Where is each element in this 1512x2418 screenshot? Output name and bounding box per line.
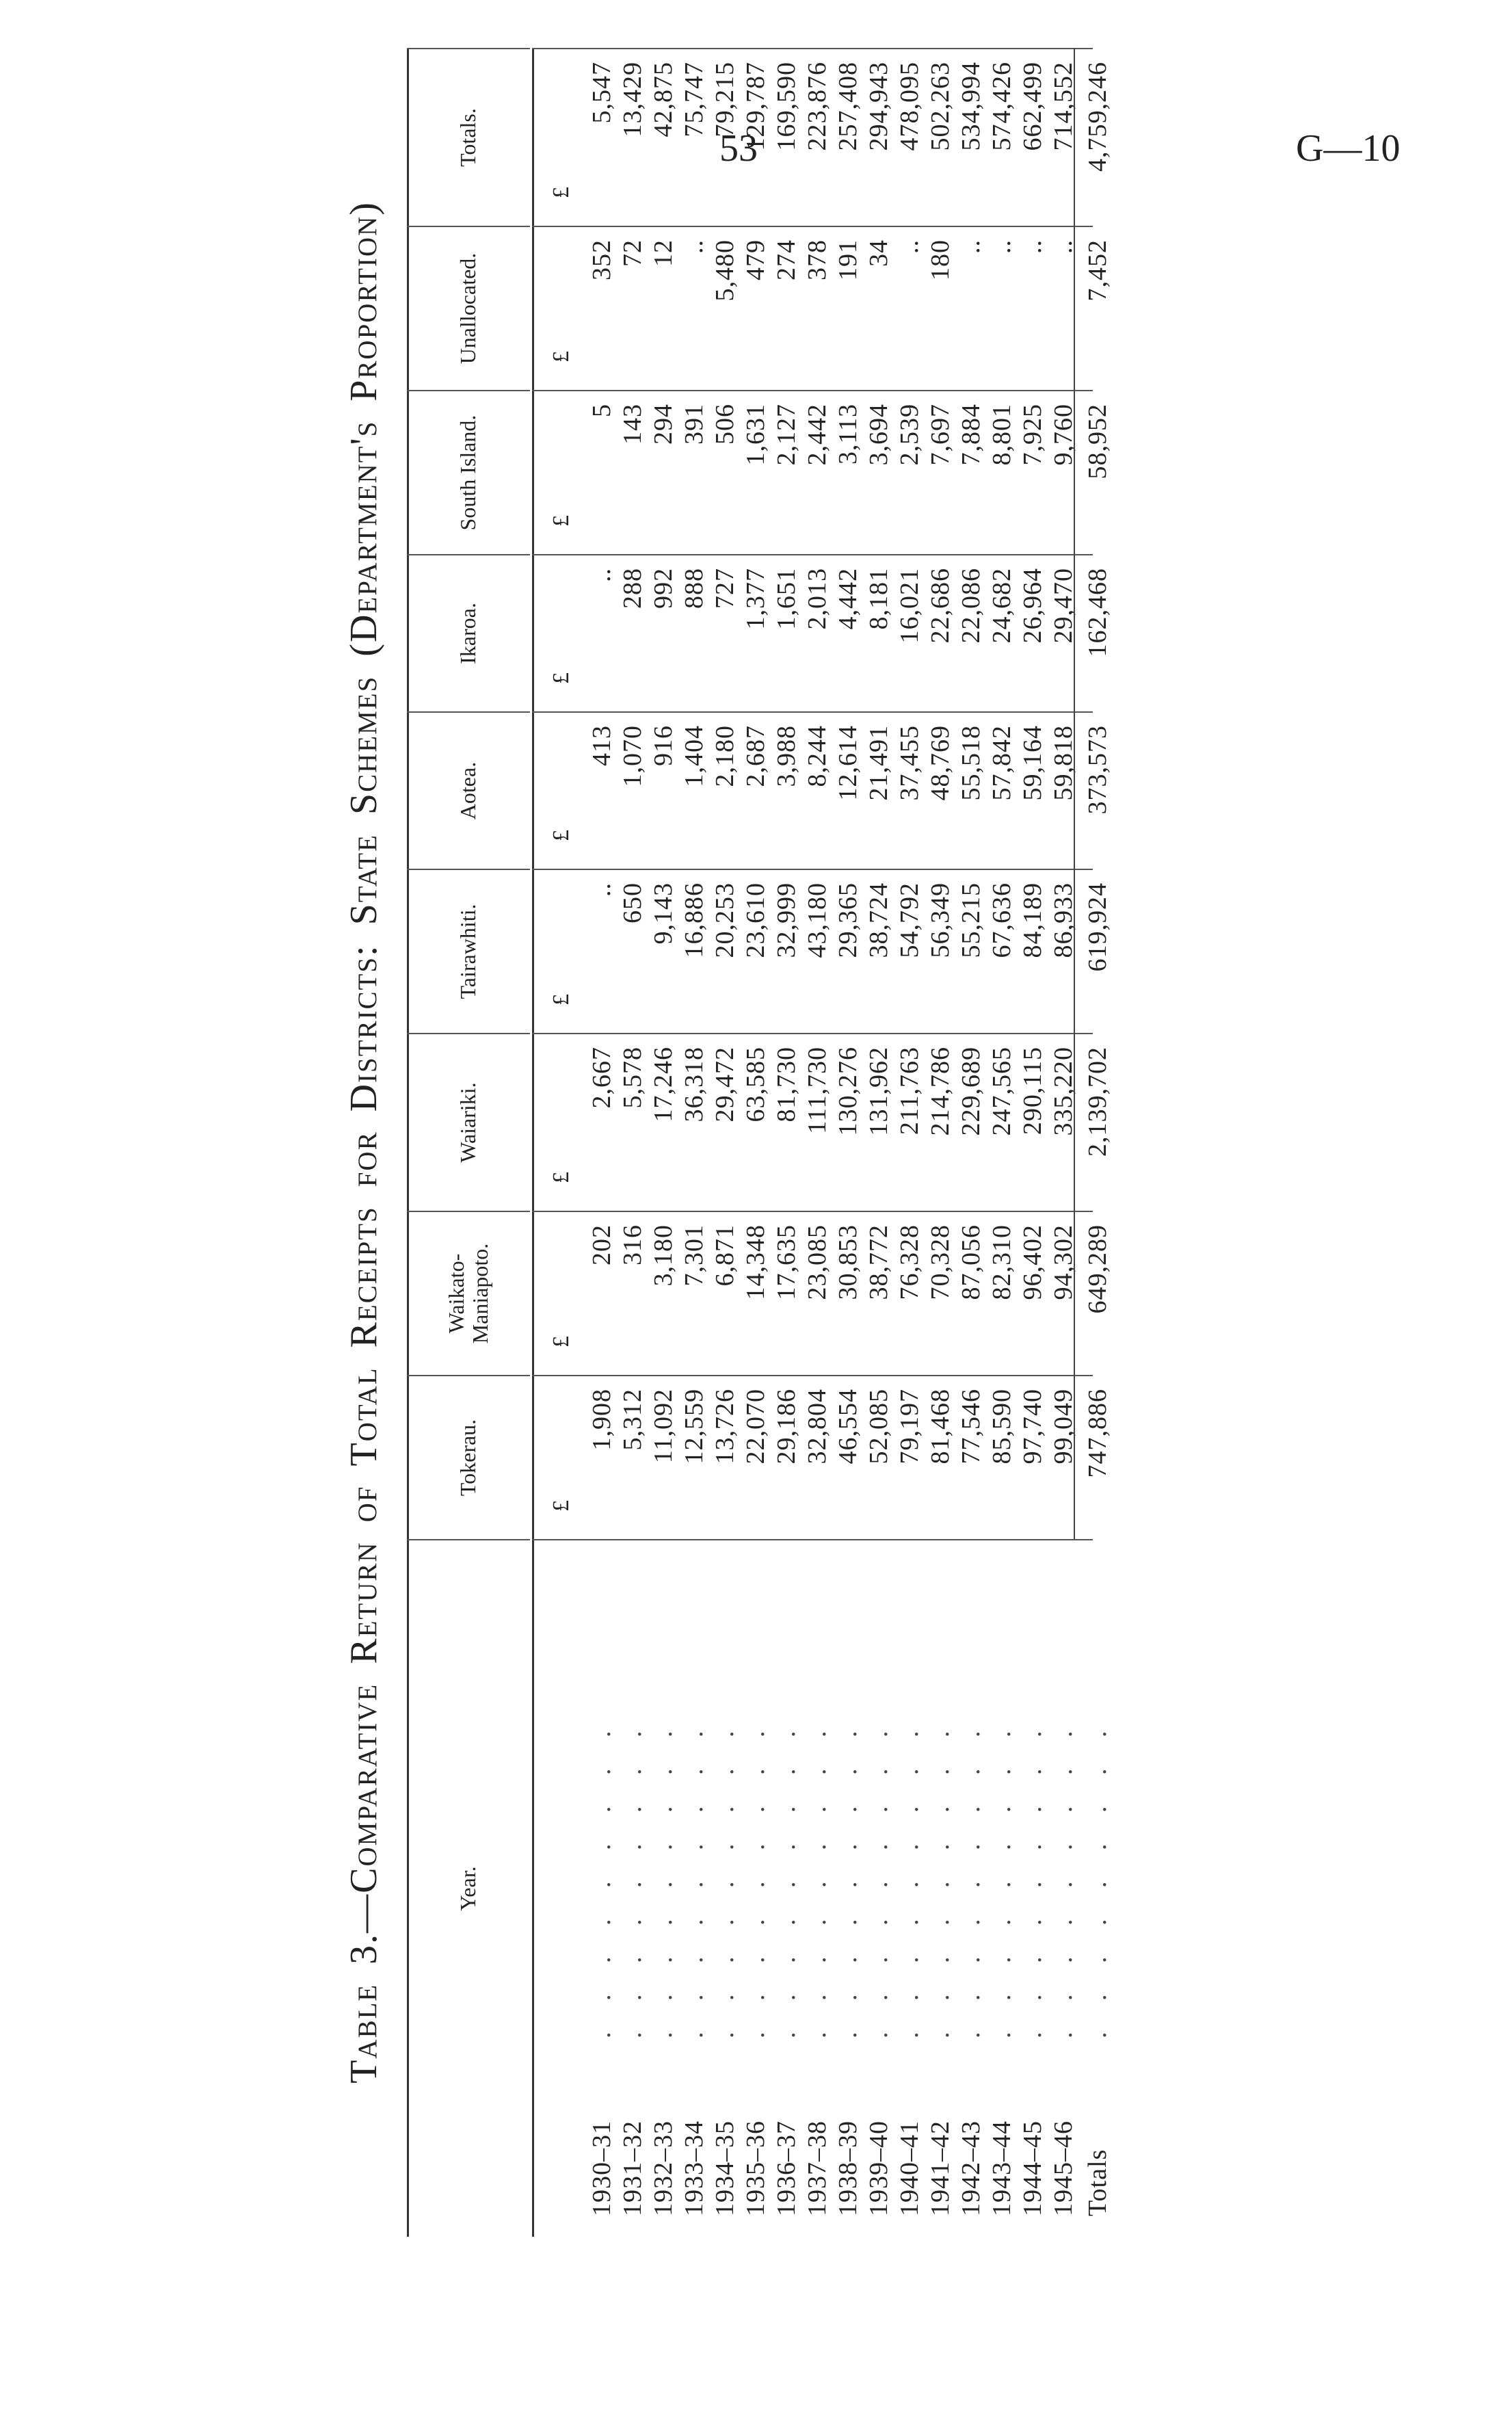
value-cell: 290,115 [1018,1047,1047,1135]
value-cell: 223,876 [803,62,832,151]
total-cell: 162,468 [1083,568,1112,657]
value-cell: 59,164 [1018,725,1047,801]
value-cell: 82,310 [987,1224,1016,1300]
value-cell: 3,694 [864,404,893,466]
total-cell: 747,886 [1083,1389,1112,1478]
page-number: 53 [719,127,758,170]
year-cell: 1939–40 [864,2120,893,2216]
value-cell: 12,559 [680,1389,708,1464]
currency-symbol: £ [548,514,574,527]
value-cell: 23,610 [741,882,770,958]
value-cell: 67,636 [987,882,1016,958]
value-cell: 229,689 [957,1047,985,1136]
value-cell: 2,539 [895,404,924,466]
value-cell: 17,246 [649,1047,678,1122]
value-cell: 38,772 [864,1224,893,1300]
value-cell: 534,994 [957,62,985,151]
value-cell: 24,682 [987,568,1016,644]
value-cell: .. [587,568,616,582]
document-reference: G—10 [1296,127,1401,170]
value-cell: 32,804 [803,1389,832,1464]
value-cell: 169,590 [772,62,801,151]
table-title [342,48,403,2237]
year-cell: 1935–36 [741,2120,770,2216]
leader-dots: . . . . . . . . . [741,1718,770,2038]
value-cell: 7,301 [680,1224,708,1287]
currency-symbol: £ [548,186,574,198]
value-cell: 38,724 [864,882,893,958]
value-cell: 257,408 [834,62,862,151]
value-cell: 352 [587,239,616,280]
title-word: of [343,1485,385,1523]
value-cell: 479 [741,239,770,280]
title-word: Districts: [343,944,385,1112]
value-cell: 3,113 [834,404,862,465]
column-tairawhiti [532,869,1112,1033]
title-word: State [343,834,385,925]
value-cell: 34 [864,239,893,267]
column-ikaroa [532,554,1112,711]
title-word: Total [343,1367,385,1467]
title-word: for [343,1131,385,1187]
currency-symbol: £ [548,672,574,684]
value-cell: 59,818 [1049,725,1078,801]
value-cell: 76,328 [895,1224,924,1300]
value-cell: .. [957,239,985,254]
currency-symbol: £ [548,1499,574,1512]
value-cell: 42,875 [649,62,678,137]
value-cell: 143 [618,404,647,445]
value-cell: 5,547 [587,62,616,124]
year-cell: 1932–33 [649,2120,678,2216]
total-cell: 7,452 [1083,239,1112,302]
year-cell: 1930–31 [587,2120,616,2216]
leader-dots: . . . . . . . . . [587,1718,616,2038]
value-cell: 5,480 [711,239,739,302]
column-tokerau [532,1375,1112,1539]
value-cell: 22,070 [741,1389,770,1464]
year-cell: 1940–41 [895,2120,924,2216]
value-cell: 16,886 [680,882,708,958]
header-waiariki: Waiariki. [407,1033,530,1211]
value-cell: 992 [649,568,678,609]
value-cell: 214,786 [926,1047,955,1136]
value-cell: .. [680,239,708,254]
year-cell: 1933–34 [680,2120,708,2216]
title-word: Proportion) [343,201,385,402]
value-cell: 7,884 [957,404,985,466]
value-cell: 274 [772,239,801,280]
value-cell: 378 [803,239,832,280]
value-cell: 16,021 [895,568,924,644]
value-cell: 294,943 [864,62,893,151]
year-cell: 1942–43 [957,2120,985,2216]
value-cell: 8,244 [803,725,832,787]
value-cell: 1,377 [741,568,770,630]
value-cell: 1,908 [587,1389,616,1451]
value-cell: 2,667 [587,1047,616,1109]
year-cell: 1931–32 [618,2120,647,2216]
value-cell: 7,925 [1018,404,1047,466]
value-cell: 86,933 [1049,882,1078,958]
header-unallocated: Unallocated. [407,226,530,390]
value-cell: 714,552 [1049,62,1078,151]
value-cell: 14,348 [741,1224,770,1300]
value-cell: 22,686 [926,568,955,644]
value-cell: 3,180 [649,1224,678,1287]
header-tokerau: Tokerau. [407,1375,530,1539]
value-cell: 9,760 [1049,404,1078,466]
value-cell: 72 [618,239,647,267]
value-cell: 506 [711,404,739,445]
value-cell: .. [1049,239,1078,254]
year-cell: 1941–42 [926,2120,955,2216]
value-cell: 9,143 [649,882,678,945]
title-word: (Department's [343,420,385,657]
value-cell: 52,085 [864,1389,893,1464]
value-cell: 23,085 [803,1224,832,1300]
value-cell: 2,442 [803,404,832,466]
leader-dots: . . . . . . . . . [926,1718,955,2038]
leader-dots: . . . . . . . . . [987,1718,1016,2038]
value-cell: 96,402 [1018,1224,1047,1300]
column-aotea [532,711,1112,869]
currency-symbol: £ [548,1335,574,1348]
value-cell: 180 [926,239,955,280]
leader-dots: . . . . . . . . . [680,1718,708,2038]
value-cell: 48,769 [926,725,955,801]
value-cell: 413 [587,725,616,766]
leader-dots: . . . . . . . . . [803,1718,832,2038]
header-south-island: South Island. [407,390,530,554]
value-cell: 43,180 [803,882,832,958]
title-word: Schemes [343,675,385,815]
column-totals [532,48,1112,226]
column-year [532,1539,1112,2237]
value-cell: 1,070 [618,725,647,787]
leader-dots: . . . . . . . . . [618,1718,647,2038]
value-cell: 502,263 [926,62,955,151]
column-unallocated [532,226,1112,390]
value-cell: 54,792 [895,882,924,958]
header-totals: Totals. [407,48,530,226]
value-cell: 22,086 [957,568,985,644]
value-cell: 8,181 [864,568,893,630]
value-cell: 7,697 [926,404,955,466]
value-cell: 56,349 [926,882,955,958]
column-south-island [532,390,1112,554]
total-cell: 649,289 [1083,1224,1112,1314]
value-cell: 75,747 [680,62,708,137]
leader-dots: . . . . . . . . . [711,1718,739,2038]
currency-symbol: £ [548,829,574,841]
value-cell: 30,853 [834,1224,862,1300]
value-cell: .. [1018,239,1047,254]
value-cell: 111,730 [803,1047,832,1134]
value-cell: 81,468 [926,1389,955,1464]
value-cell: 55,215 [957,882,985,958]
value-cell: 727 [711,568,739,609]
value-cell: 94,302 [1049,1224,1078,1300]
title-word: Table [343,1983,385,2084]
value-cell: .. [587,882,616,897]
value-cell: 650 [618,882,647,923]
value-cell: 202 [587,1224,616,1265]
year-cell: 1937–38 [803,2120,832,2216]
value-cell: 129,787 [741,62,770,151]
title-word: 3.—Comparative [343,1683,385,1964]
value-cell: 13,726 [711,1389,739,1464]
header-tairawhiti: Tairawhiti. [407,869,530,1033]
leader-dots: . . . . . . . . . [864,1718,893,2038]
value-cell: 99,049 [1049,1389,1078,1464]
value-cell: 3,988 [772,725,801,787]
value-cell: 21,491 [864,725,893,801]
value-cell: 335,220 [1049,1047,1078,1136]
value-cell: 46,554 [834,1389,862,1464]
value-cell: 26,964 [1018,568,1047,644]
value-cell: 478,095 [895,62,924,151]
value-cell: 1,404 [680,725,708,787]
value-cell: 57,842 [987,725,1016,801]
value-cell: 29,470 [1049,568,1078,644]
value-cell: 70,328 [926,1224,955,1300]
value-cell: 37,455 [895,725,924,801]
value-cell: 8,801 [987,404,1016,466]
receipts-table [407,48,1112,2237]
leader-dots: . . . . . . . . . [1018,1718,1047,2038]
header-ikaroa: Ikaroa. [407,554,530,711]
value-cell: 2,127 [772,404,801,466]
value-cell: 55,518 [957,725,985,801]
value-cell: 2,687 [741,725,770,787]
year-cell: 1936–37 [772,2120,801,2216]
value-cell: 77,546 [957,1389,985,1464]
value-cell: 294 [649,404,678,445]
year-cell: 1934–35 [711,2120,739,2216]
value-cell: 20,253 [711,882,739,958]
value-cell: 29,186 [772,1389,801,1464]
value-cell: 12,614 [834,725,862,801]
value-cell: 247,565 [987,1047,1016,1136]
value-cell: 84,189 [1018,882,1047,958]
value-cell: 574,426 [987,62,1016,151]
header-year: Year. [407,1539,530,2237]
value-cell: .. [987,239,1016,254]
header-waikato: Waikato-Maniapoto. [407,1211,530,1375]
value-cell: 391 [680,404,708,445]
value-cell: 81,730 [772,1047,801,1122]
total-cell: 2,139,702 [1083,1047,1112,1157]
value-cell: 12 [649,239,678,267]
value-cell: 6,871 [711,1224,739,1287]
leader-dots: . . . . . . . . . [1083,1718,1112,2038]
total-cell: 373,573 [1083,725,1112,815]
title-word: Receipts [343,1206,385,1348]
value-cell: 888 [680,568,708,609]
totals-label: Totals [1083,2148,1112,2216]
value-cell: 916 [649,725,678,766]
leader-dots: . . . . . . . . . [772,1718,801,2038]
year-cell: 1944–45 [1018,2120,1047,2216]
rotated-table-block [342,48,1112,2237]
value-cell: 13,429 [618,62,647,137]
value-cell: 5,312 [618,1389,647,1451]
value-cell: .. [895,239,924,254]
value-cell: 1,651 [772,568,801,630]
leader-dots: . . . . . . . . . [895,1718,924,2038]
value-cell: 1,631 [741,404,770,466]
value-cell: 79,215 [711,62,739,137]
value-cell: 2,180 [711,725,739,787]
value-cell: 63,585 [741,1047,770,1122]
value-cell: 2,013 [803,568,832,630]
leader-dots: . . . . . . . . . [649,1718,678,2038]
total-cell: 619,924 [1083,882,1112,972]
value-cell: 87,056 [957,1224,985,1300]
value-cell: 4,442 [834,568,862,630]
currency-symbol: £ [548,1171,574,1183]
value-cell: 17,635 [772,1224,801,1300]
total-cell: 4,759,246 [1083,62,1112,172]
currency-symbol: £ [548,993,574,1006]
value-cell: 316 [618,1224,647,1265]
total-cell: 58,952 [1083,404,1112,479]
value-cell: 5,578 [618,1047,647,1109]
value-cell: 5 [587,404,616,417]
value-cell: 29,365 [834,882,862,958]
value-cell: 29,472 [711,1047,739,1122]
value-cell: 131,962 [864,1047,893,1136]
value-cell: 130,276 [834,1047,862,1136]
value-cell: 11,092 [649,1389,678,1464]
value-cell: 288 [618,568,647,609]
leader-dots: . . . . . . . . . [834,1718,862,2038]
value-cell: 36,318 [680,1047,708,1122]
year-cell: 1945–46 [1049,2120,1078,2216]
column-waikato [532,1211,1112,1375]
value-cell: 85,590 [987,1389,1016,1464]
leader-dots: . . . . . . . . . [1049,1718,1078,2038]
value-cell: 32,999 [772,882,801,958]
leader-dots: . . . . . . . . . [957,1718,985,2038]
header-aotea: Aotea. [407,711,530,869]
value-cell: 97,740 [1018,1389,1047,1464]
currency-symbol: £ [548,350,574,363]
year-cell: 1943–44 [987,2120,1016,2216]
value-cell: 211,763 [895,1047,924,1135]
value-cell: 79,197 [895,1389,924,1464]
title-word: Return [343,1541,385,1664]
year-cell: 1938–39 [834,2120,862,2216]
value-cell: 191 [834,239,862,280]
value-cell: 662,499 [1018,62,1047,151]
totals-separator [1074,48,1075,1539]
column-waiariki [532,1033,1112,1211]
